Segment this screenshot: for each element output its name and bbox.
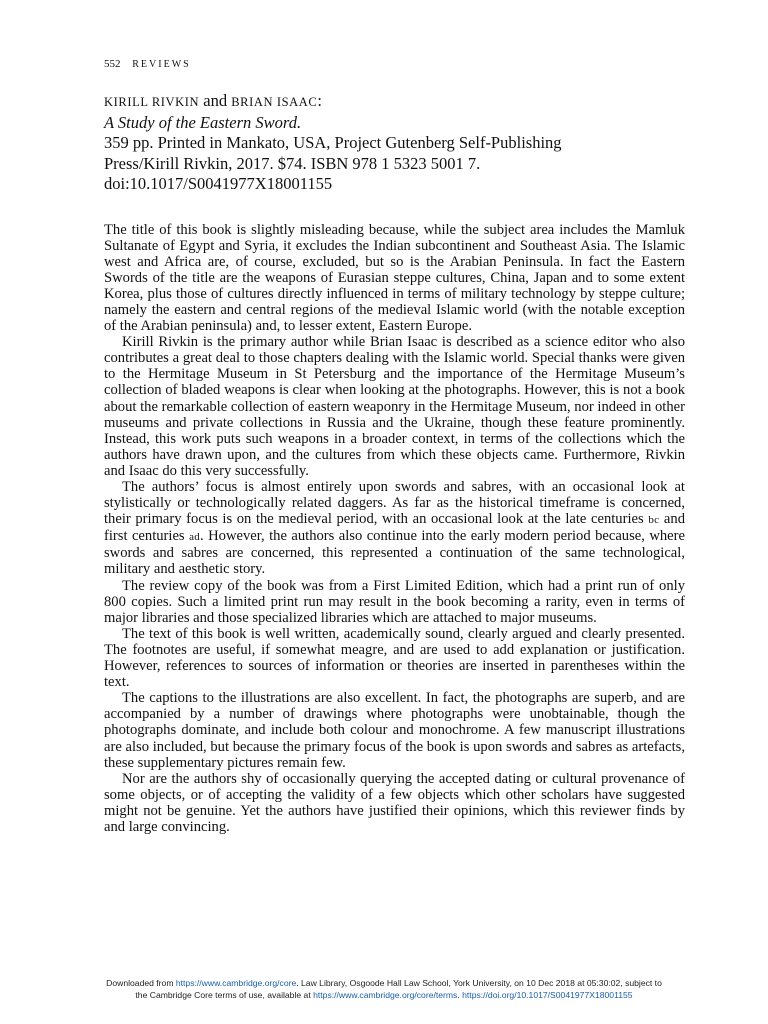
page-number: 552 [104,58,121,70]
footer-line [12,989,756,1001]
paragraph-text: The authors’ focus is almost entirely upon swords and sabres, with an occasional look at stylistically or technologically related daggers. As far as the historical timeframe is concerned, their primary focus is on the medieval period, with an occasional look at the late centuries [104,479,685,528]
authors-line [104,91,685,113]
footer-text: the Cambridge Core terms of use, available at [135,990,311,1000]
era-abbreviation: ad [189,531,201,544]
download-footer [12,977,756,1001]
review-body [104,222,685,836]
era-abbreviation: bc [648,514,660,527]
paragraph: The title of this book is slightly misleading because, while the subject area includes the Mamluk Sultanate of Egypt and Syria, it excludes the Indian subcontinent and Southeast Asia. The Islamic west and Africa are, of course, excluded, but so is the Arabian Peninsula. In fact the Eastern Swords of the title are the weapons of Eurasian steppe cultures, China, Japan and to some extent Korea, plus those of cultures directly influenced in terms of military technology by steppe culture; namely the eastern and central regions of the medieval Islamic world (with the notable exception of the Arabian peninsula) and, to lesser extent, Eastern Europe. [104,221,685,335]
footer-text: Downloaded from [106,978,174,988]
running-head [104,56,685,73]
cambridge-core-link[interactable]: https://www.cambridge.org/core [175,978,297,988]
paragraph [104,479,685,578]
terms-link[interactable]: https://www.cambridge.org/core/terms [313,990,458,1000]
paragraph-text: . However, the authors also continue into the early modern period because, where swords and sabres are concerned, this represented a continuation of the same technological, military and aesthetic story. [104,528,685,578]
paragraph-text: and first centuries [104,511,685,545]
publication-details: 359 pp. Printed in Mankato, USA, Project Gutenberg Self-Publishing [104,133,562,152]
paragraph: The review copy of the book was from a First Limited Edition, which had a print run of only 800 copies. Such a limited print run may result in the book becoming a rarity, even in terms of major libraries and those specialized libraries which are attached to major museums. [104,577,685,626]
book-citation [104,91,685,195]
author-name: KIRILL RIVKIN [104,95,200,109]
doi-link[interactable]: https://doi.org/10.1017/S0041977X18001155 [462,990,633,1000]
footer-line [12,977,756,989]
author-name: BRIAN ISAAC [231,95,318,109]
paragraph: Kirill Rivkin is the primary author while Brian Isaac is described as a science editor who also contributes a great deal to those chapters dealing with the Islamic world. Special thanks were given to the Hermitage Museum in St Petersburg and the importance of the Hermitage Museum’s collection of bladed weapons is clear when looking at the photographs. However, this is not a book about the remarkable collection of eastern weaponry in the Hermitage Museum, nor indeed in other museums and private collections in Russia and the Ukraine, though these feature prominently. Instead, this work puts such weapons in a broader context, in terms of the collections which the authors have drawn upon, and the cultures from which these objects came. Furthermore, Rivkin and Isaac do this very successfully. [104,334,685,479]
author-conjunction: and [203,91,228,110]
running-title: REVIEWS [132,59,191,70]
paragraph: The captions to the illustrations are also excellent. In fact, the photographs are superb, and are accompanied by a number of drawings where photographs were unobtainable, though the photographs dominate, and include both colour and monochrome. A few manuscript illustrations are also included, but because the primary focus of the book is upon swords and sabres as artefacts, these supplementary pictures remain few. [104,690,685,771]
footer-text: . Law Library, Osgoode Hall Law School, York University, on 10 Dec 2018 at 05:30:02, subject to [296,978,662,988]
publication-details: Press/Kirill Rivkin, 2017. $74. ISBN 978 1 5323 5001 7. [104,153,481,173]
authors-colon: : [317,91,322,110]
review-page [104,56,685,835]
paragraph: Nor are the authors shy of occasionally querying the accepted dating or cultural provenance of some objects, or of accepting the validity of a few objects which other scholars have suggested might not be genuine. Yet the authors have justified their opinions, which this reviewer finds by and large convincing. [104,770,685,835]
paragraph: The text of this book is well written, academically sound, clearly argued and clearly presented. The footnotes are useful, if somewhat meagre, and are used to add explanation or justification. However, references to sources of information or theories are inserted in parentheses within the text. [104,625,685,691]
doi: doi:10.1017/S0041977X18001155 [104,174,333,193]
footer-text: . [457,990,460,1000]
book-title: A Study of the Eastern Sword. [104,112,302,132]
